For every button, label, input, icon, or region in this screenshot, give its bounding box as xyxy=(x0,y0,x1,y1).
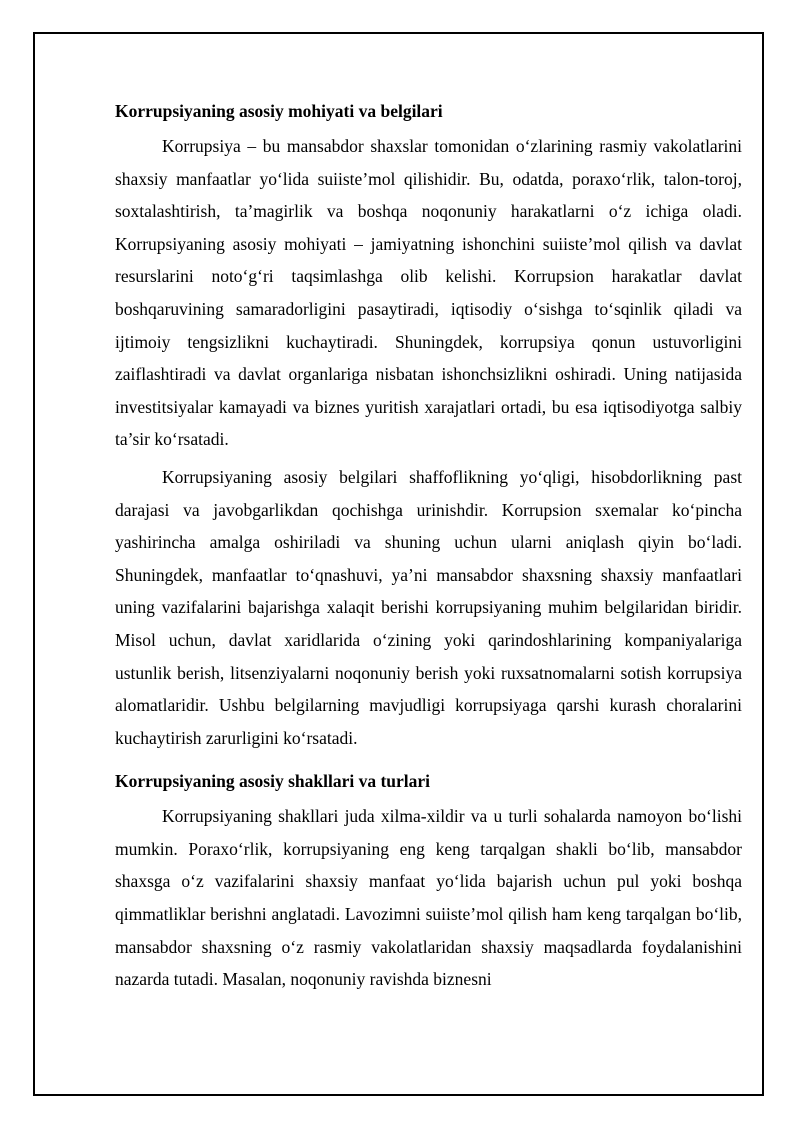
section-heading-essence: Korrupsiyaning asosiy mohiyati va belgilari xyxy=(115,101,443,121)
section-heading-forms: Korrupsiyaning asosiy shakllari va turlari xyxy=(115,771,431,792)
document-body xyxy=(115,98,742,1001)
paragraph-definition: Korrupsiya – bu mansabdor shaxslar tomonidan o‘zlarining rasmiy vakolatlarini shaxsiy manfaatlar yo‘lida suiiste’mol qilishidir. Bu, odatda, poraxo‘rlik, talon-toroj, soxtalashtirish, ta’magirlik va boshqa noqonuniy harakatlarni o‘z ichiga oladi. Korrupsiyaning asosiy mohiyati – jamiyatning ishonchini suiiste’mol qilish va davlat resurslarini noto‘g‘ri taqsimlashga olib kelishi. Korrupsion harakatlar davlat boshqaruvining samaradorligini pasaytiradi, iqtisodiy o‘sishga to‘sqinlik qiladi va ijtimoiy tengsizlikni kuchaytiradi. Shuningdek, korrupsiya qonun ustuvorligini zaiflashtiradi va davlat organlariga nisbatan ishonchsizlikni oshiradi. Uning natijasida investitsiyalar kamayadi va biznes yuritish xarajatlari ortadi, bu esa iqtisodiyotga salbiy ta’sir ko‘rsatadi. xyxy=(115,136,742,450)
paragraph-signs: Korrupsiyaning asosiy belgilari shaffoflikning yo‘qligi, hisobdorlikning past darajasi va javobgarlikdan qochishga urinishdir. Korrupsion sxemalar ko‘pincha yashirincha amalga oshiriladi va shuning uchun ularni aniqlash qiyin bo‘ladi. Shuningdek, manfaatlar to‘qnashuvi, ya’ni mansabdor shaxsning shaxsiy manfaatlari uning vazifalarini bajarishga xalaqit berishi korrupsiyaning muhim belgilaridan biridir. Misol uchun, davlat xaridlarida o‘zining yoki qarindoshlarining kompaniyalariga ustunlik berish, litsenziyalarni noqonuniy berish yoki ruxsatnomalarni sotish korrupsiya alomatlaridir. Ushbu belgilarning mavjudligi korrupsiyaga qarshi kurash choralarini kuchaytirish zarurligini ko‘rsatadi. xyxy=(115,466,742,748)
paragraph-forms: Korrupsiyaning shakllari juda xilma-xildir va u turli sohalarda namoyon bo‘lishi mumkin. Poraxo‘rlik, korrupsiyaning eng keng tarqalgan shakli bo‘lib, mansabdor shaxsga o‘z vazifalarini shaxsiy manfaat yo‘lida bajarish uchun pul yoki boshqa qimmatliklar berishni anglatadi. Lavozimni suiiste’mol qilish ham keng tarqalgan bo‘lib, mansabdor shaxsning o‘z rasmiy vakolatlaridan shaxsiy maqsadlarda foydalanishini nazarda tutadi. Masalan, noqonuniy ravishda biznesni xyxy=(115,806,742,990)
